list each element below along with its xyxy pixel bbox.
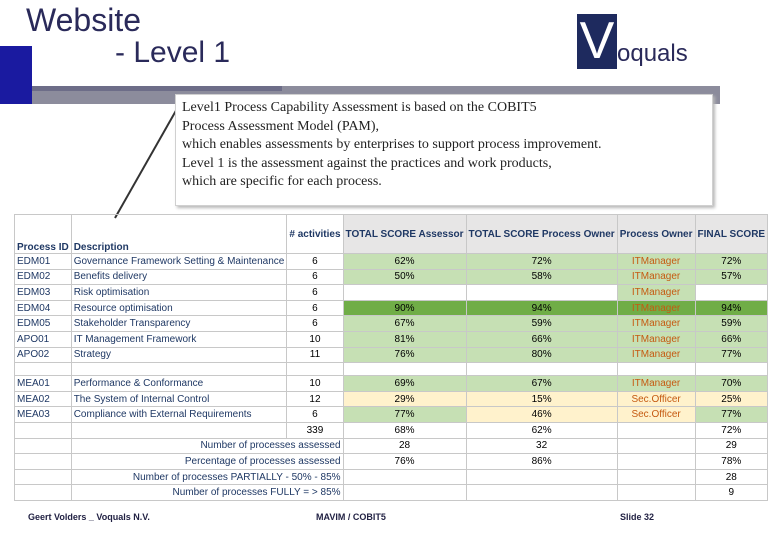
empty-cell — [15, 454, 72, 470]
spacer-cell — [15, 363, 72, 376]
process-id-cell: APO01 — [15, 331, 72, 347]
process-id-cell: MEA01 — [15, 376, 72, 392]
spacer-cell — [343, 363, 466, 376]
table-row[interactable] — [15, 300, 768, 316]
empty-cell — [617, 438, 695, 454]
final-score-cell: 25% — [695, 391, 768, 407]
table-spacer-row — [15, 363, 768, 376]
process-id-cell: EDM05 — [15, 316, 72, 332]
description-cell: Governance Framework Setting & Maintenance — [71, 254, 287, 270]
process-id-cell: MEA02 — [15, 391, 72, 407]
description-cell: Performance & Conformance — [71, 376, 287, 392]
logo-text: oquals — [617, 40, 688, 67]
spacer-cell — [695, 363, 768, 376]
table-header-row — [15, 215, 768, 254]
process-owner-cell: ITManager — [617, 347, 695, 363]
final-score-cell: 59% — [695, 316, 768, 332]
callout-line: Level 1 is the assessment against the practices and work products, — [182, 155, 552, 171]
process-owner-cell: ITManager — [617, 376, 695, 392]
footer-topic: MAVIM / COBIT5 — [316, 512, 386, 522]
activities-cell: 10 — [287, 331, 343, 347]
assessment-table — [14, 214, 768, 501]
summary-row — [15, 485, 768, 501]
callout-box — [175, 94, 713, 206]
final-score-cell: 77% — [695, 347, 768, 363]
process-id-cell: EDM04 — [15, 300, 72, 316]
header-process-owner[interactable]: Process Owner — [617, 215, 695, 254]
summary-assessor-cell: 76% — [343, 454, 466, 470]
table-row[interactable] — [15, 269, 768, 285]
empty-cell — [617, 422, 695, 438]
process-owner-cell: Sec.Officer — [617, 391, 695, 407]
assessor-score-cell: 62% — [343, 254, 466, 270]
summary-row — [15, 454, 768, 470]
process-id-cell: EDM02 — [15, 269, 72, 285]
table-row[interactable] — [15, 391, 768, 407]
slide-title: Website — [26, 2, 142, 38]
header-description[interactable]: Description — [71, 215, 287, 254]
final-score-cell: 94% — [695, 300, 768, 316]
activities-cell: 11 — [287, 347, 343, 363]
empty-cell — [71, 422, 287, 438]
empty-cell — [617, 485, 695, 501]
spacer-cell — [466, 363, 617, 376]
total-owner-cell: 62% — [466, 422, 617, 438]
spacer-cell — [287, 363, 343, 376]
summary-assessor-cell — [343, 469, 466, 485]
activities-cell: 6 — [287, 269, 343, 285]
empty-cell — [617, 469, 695, 485]
owner-score-cell: 94% — [466, 300, 617, 316]
activities-cell: 6 — [287, 316, 343, 332]
table-row[interactable] — [15, 316, 768, 332]
final-score-cell: 57% — [695, 269, 768, 285]
assessor-score-cell: 90% — [343, 300, 466, 316]
table-row[interactable] — [15, 347, 768, 363]
total-final-cell: 72% — [695, 422, 768, 438]
description-cell: The System of Internal Control — [71, 391, 287, 407]
description-cell: Risk optimisation — [71, 285, 287, 301]
final-score-cell: 70% — [695, 376, 768, 392]
total-assessor-cell: 68% — [343, 422, 466, 438]
owner-score-cell: 80% — [466, 347, 617, 363]
summary-final-cell: 29 — [695, 438, 768, 454]
final-score-cell: 72% — [695, 254, 768, 270]
summary-assessor-cell — [343, 485, 466, 501]
process-owner-cell: ITManager — [617, 300, 695, 316]
assessor-score-cell: 76% — [343, 347, 466, 363]
final-score-cell — [695, 285, 768, 301]
summary-assessor-cell: 28 — [343, 438, 466, 454]
owner-score-cell: 72% — [466, 254, 617, 270]
slide-subtitle: - Level 1 — [115, 36, 231, 69]
process-owner-cell: ITManager — [617, 254, 695, 270]
totals-row — [15, 422, 768, 438]
callout-line: which are specific for each process. — [182, 174, 382, 189]
activities-cell: 10 — [287, 376, 343, 392]
activities-cell: 6 — [287, 254, 343, 270]
description-cell: Stakeholder Transparency — [71, 316, 287, 332]
summary-owner-cell: 86% — [466, 454, 617, 470]
process-owner-cell: ITManager — [617, 316, 695, 332]
spacer-cell — [71, 363, 287, 376]
summary-final-cell: 28 — [695, 469, 768, 485]
total-activities-cell: 339 — [287, 422, 343, 438]
summary-label-cell: Percentage of processes assessed — [71, 454, 343, 470]
owner-score-cell — [466, 285, 617, 301]
process-owner-cell: Sec.Officer — [617, 407, 695, 423]
spacer-cell — [617, 363, 695, 376]
assessor-score-cell: 81% — [343, 331, 466, 347]
empty-cell — [15, 422, 72, 438]
summary-owner-cell — [466, 469, 617, 485]
header-final-score[interactable]: FINAL SCORE — [695, 215, 768, 254]
summary-row — [15, 469, 768, 485]
footer-author: Geert Volders _ Voquals N.V. — [28, 512, 150, 522]
assessor-score-cell: 29% — [343, 391, 466, 407]
activities-cell: 6 — [287, 285, 343, 301]
process-owner-cell: ITManager — [617, 331, 695, 347]
table-row[interactable] — [15, 254, 768, 270]
logo-mark: V — [577, 14, 617, 69]
process-id-cell: EDM03 — [15, 285, 72, 301]
table-row[interactable] — [15, 331, 768, 347]
empty-cell — [617, 454, 695, 470]
empty-cell — [15, 438, 72, 454]
activities-cell: 6 — [287, 407, 343, 423]
summary-label-cell: Number of processes PARTIALLY - 50% - 85% — [71, 469, 343, 485]
summary-row — [15, 438, 768, 454]
final-score-cell: 77% — [695, 407, 768, 423]
empty-cell — [15, 469, 72, 485]
owner-score-cell: 58% — [466, 269, 617, 285]
owner-score-cell: 46% — [466, 407, 617, 423]
assessor-score-cell: 77% — [343, 407, 466, 423]
header-assessor-score[interactable]: TOTAL SCORE Assessor — [343, 215, 466, 254]
header-owner-score[interactable]: TOTAL SCORE Process Owner — [466, 215, 617, 254]
footer-slide-number: Slide 32 — [620, 512, 655, 522]
description-cell: Benefits delivery — [71, 269, 287, 285]
owner-score-cell: 66% — [466, 331, 617, 347]
owner-score-cell: 67% — [466, 376, 617, 392]
description-cell: Strategy — [71, 347, 287, 363]
description-cell: Resource optimisation — [71, 300, 287, 316]
final-score-cell: 66% — [695, 331, 768, 347]
description-cell: IT Management Framework — [71, 331, 287, 347]
owner-score-cell: 15% — [466, 391, 617, 407]
header-activities[interactable]: # activities — [287, 215, 343, 254]
callout-line: Level1 Process Capability Assessment is based on the COBIT5 — [182, 100, 537, 115]
summary-label-cell: Number of processes FULLY = > 85% — [71, 485, 343, 501]
activities-cell: 6 — [287, 300, 343, 316]
summary-owner-cell — [466, 485, 617, 501]
activities-cell: 12 — [287, 391, 343, 407]
assessor-score-cell: 67% — [343, 316, 466, 332]
table-row[interactable] — [15, 407, 768, 423]
empty-cell — [15, 485, 72, 501]
description-cell: Compliance with External Requirements — [71, 407, 287, 423]
assessor-score-cell — [343, 285, 466, 301]
summary-label-cell: Number of processes assessed — [71, 438, 343, 454]
summary-final-cell: 9 — [695, 485, 768, 501]
assessor-score-cell: 50% — [343, 269, 466, 285]
process-id-cell: EDM01 — [15, 254, 72, 270]
process-owner-cell: ITManager — [617, 269, 695, 285]
callout-line: which enables assessments by enterprises to support process improvement. — [182, 137, 602, 152]
process-id-cell: MEA03 — [15, 407, 72, 423]
process-id-cell: APO02 — [15, 347, 72, 363]
callout-line: Process Assessment Model (PAM), — [182, 118, 380, 134]
summary-final-cell: 78% — [695, 454, 768, 470]
assessor-score-cell: 69% — [343, 376, 466, 392]
table-row[interactable] — [15, 285, 768, 301]
process-owner-cell: ITManager — [617, 285, 695, 301]
summary-owner-cell: 32 — [466, 438, 617, 454]
owner-score-cell: 59% — [466, 316, 617, 332]
table-row[interactable] — [15, 376, 768, 392]
header-process-id[interactable]: Process ID — [15, 215, 72, 254]
